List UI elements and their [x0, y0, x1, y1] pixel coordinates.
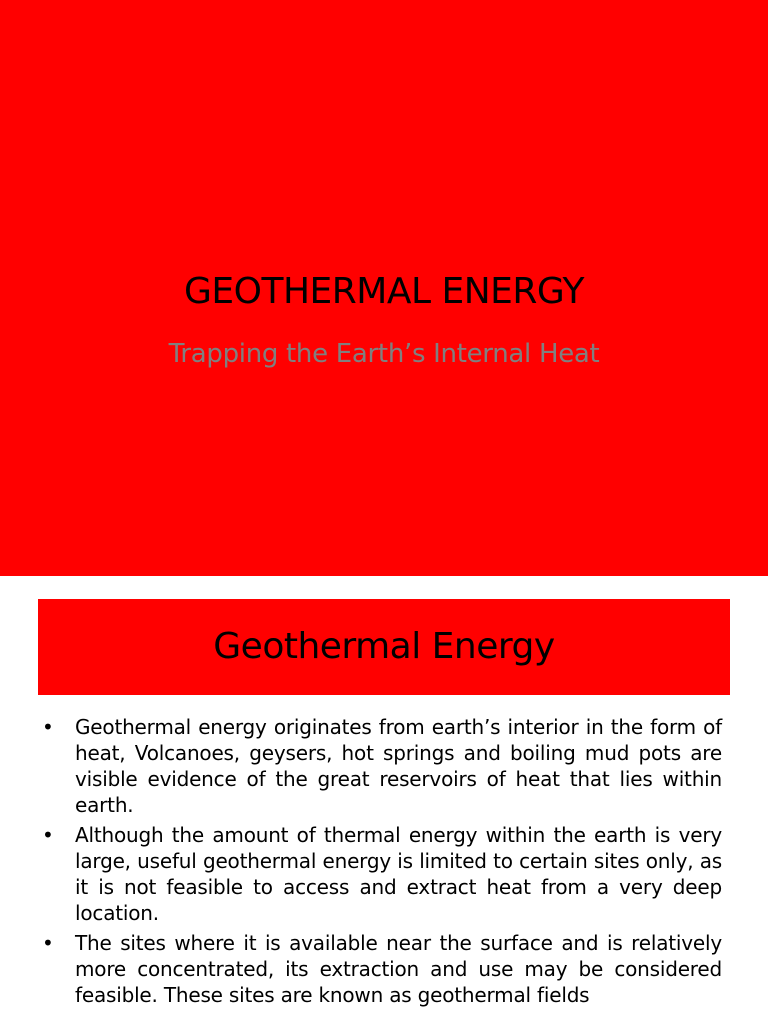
slide-subtitle: Trapping the Earth’s Internal Heat	[168, 339, 600, 369]
bullet-list	[40, 714, 722, 1012]
slide-title: GEOTHERMAL ENERGY	[183, 271, 584, 312]
bullet-item	[40, 822, 722, 926]
bullet-icon: •	[42, 715, 54, 739]
content-slide-title: Geothermal Energy	[213, 626, 555, 667]
bullet-item	[40, 930, 722, 1008]
slide-header-banner	[38, 599, 730, 695]
bullet-text: Although the amount of thermal energy within the earth is very large, useful geothermal energy is limited to certain sites only, as it is not feasible to access and extract heat from a very deep location.	[75, 823, 722, 925]
bullet-text: The sites where it is available near the surface and is relatively more concentrated, its extraction and use may be considered feasible. These sites are known as geothermal fields	[75, 931, 722, 1007]
bullet-item	[40, 714, 722, 818]
bullet-text: Geothermal energy originates from earth’s interior in the form of heat, Volcanoes, geysers, hot springs and boiling mud pots are visible evidence of the great reservoirs of heat that lies within earth.	[75, 715, 722, 817]
bullet-icon: •	[42, 931, 54, 955]
content-slide	[0, 576, 768, 1024]
bullet-icon: •	[42, 823, 54, 847]
